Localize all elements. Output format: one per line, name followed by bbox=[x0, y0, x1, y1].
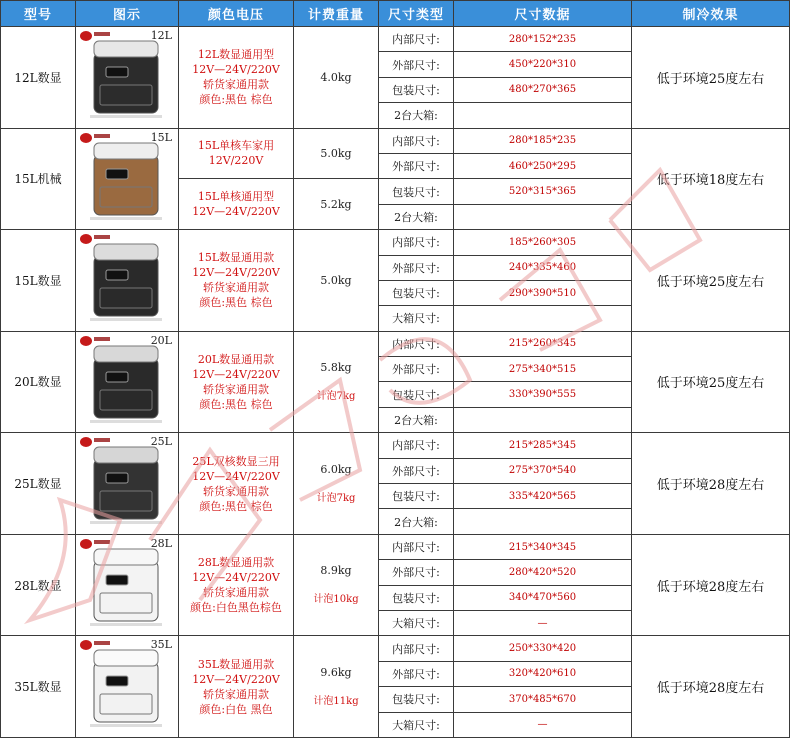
spec-line: 12V—24V/220V bbox=[192, 672, 280, 686]
cooling-effect: 低于环境25度左右 bbox=[632, 230, 790, 332]
size-value: 240*335*460 bbox=[454, 255, 632, 280]
size-value: 280*420*520 bbox=[454, 560, 632, 585]
color-voltage-cell bbox=[179, 636, 294, 738]
spec-line: 20L数显通用款 bbox=[197, 352, 275, 366]
spec-line: 35L数显通用款 bbox=[197, 657, 275, 671]
size-value: 275*340*515 bbox=[454, 357, 632, 382]
color-voltage-cell bbox=[179, 27, 294, 129]
capacity-label: 15L bbox=[150, 130, 172, 144]
spec-line: 28L数显通用款 bbox=[197, 556, 275, 570]
weight-cell bbox=[294, 331, 379, 433]
spec-line: 轿货家通用款 bbox=[203, 281, 269, 295]
size-value bbox=[454, 204, 632, 229]
brand-logo-text-icon bbox=[94, 235, 110, 239]
size-type-label: 包装尺寸: bbox=[379, 687, 454, 712]
model-cell: 20L数显 bbox=[1, 331, 76, 433]
spec-line: 15L单核通用型 bbox=[197, 190, 275, 204]
size-type-label: 大箱尺寸: bbox=[379, 712, 454, 737]
spec-line: 12V—24V/220V bbox=[192, 63, 280, 77]
table-row bbox=[1, 128, 790, 153]
size-type-label: 2台大箱: bbox=[379, 103, 454, 128]
size-value: — bbox=[454, 712, 632, 737]
size-value: 215*340*345 bbox=[454, 534, 632, 559]
spec-line: 12V—24V/220V bbox=[192, 205, 280, 219]
table-row bbox=[1, 534, 790, 559]
cooling-effect: 低于环境28度左右 bbox=[632, 636, 790, 738]
size-value: 280*152*235 bbox=[454, 27, 632, 52]
size-type-label: 内部尺寸: bbox=[379, 534, 454, 559]
size-value: — bbox=[454, 610, 632, 635]
spec-line: 颜色:白色黑色棕色 bbox=[190, 601, 282, 615]
spec-line: 颜色:黑色 棕色 bbox=[199, 93, 273, 107]
brand-logo-icon bbox=[80, 336, 92, 346]
weight-cell bbox=[294, 433, 379, 535]
weight-value: 5.2kg bbox=[320, 197, 352, 211]
size-value bbox=[454, 306, 632, 331]
size-type-label: 2台大箱: bbox=[379, 407, 454, 432]
size-type-label: 内部尺寸: bbox=[379, 128, 454, 153]
product-image bbox=[76, 27, 179, 129]
spec-line: 12V—24V/220V bbox=[192, 266, 280, 280]
product-image bbox=[76, 636, 179, 738]
spec-line: 颜色:黑色 棕色 bbox=[199, 499, 273, 513]
color-voltage-cell bbox=[179, 230, 294, 332]
header-model: 型号 bbox=[1, 1, 76, 27]
color-voltage-cell bbox=[179, 128, 294, 179]
size-type-label: 包装尺寸: bbox=[379, 280, 454, 305]
size-type-label: 包装尺寸: bbox=[379, 179, 454, 204]
model-cell: 15L数显 bbox=[1, 230, 76, 332]
size-value: 460*250*295 bbox=[454, 153, 632, 178]
size-value: 520*315*365 bbox=[454, 179, 632, 204]
model-cell: 28L数显 bbox=[1, 534, 76, 636]
header-cooling: 制冷效果 bbox=[632, 1, 790, 27]
size-type-label: 内部尺寸: bbox=[379, 230, 454, 255]
header-image: 图示 bbox=[76, 1, 179, 27]
spec-line: 颜色:白色 黑色 bbox=[199, 702, 273, 716]
bulk-weight-value: 计泡7kg bbox=[316, 390, 356, 402]
size-type-label: 外部尺寸: bbox=[379, 560, 454, 585]
model-cell: 25L数显 bbox=[1, 433, 76, 535]
spec-line: 颜色:黑色 棕色 bbox=[199, 397, 273, 411]
spec-line: 轿货家通用款 bbox=[203, 687, 269, 701]
table-row bbox=[1, 636, 790, 661]
size-value: 450*220*310 bbox=[454, 52, 632, 77]
spacer bbox=[294, 375, 378, 389]
product-image bbox=[76, 534, 179, 636]
size-type-label: 内部尺寸: bbox=[379, 636, 454, 661]
table-row bbox=[1, 27, 790, 52]
size-type-label: 外部尺寸: bbox=[379, 357, 454, 382]
color-voltage-cell bbox=[179, 433, 294, 535]
size-value: 280*185*235 bbox=[454, 128, 632, 153]
size-value: 335*420*565 bbox=[454, 484, 632, 509]
capacity-label: 35L bbox=[150, 638, 172, 652]
size-type-label: 大箱尺寸: bbox=[379, 610, 454, 635]
table-row bbox=[1, 433, 790, 458]
spec-line: 轿货家通用款 bbox=[203, 78, 269, 92]
cooling-effect: 低于环境25度左右 bbox=[632, 27, 790, 129]
brand-logo-text-icon bbox=[94, 134, 110, 138]
spec-line: 轿货家通用款 bbox=[203, 484, 269, 498]
size-value: 340*470*560 bbox=[454, 585, 632, 610]
spec-line: 12V/220V bbox=[208, 154, 264, 168]
size-type-label: 包装尺寸: bbox=[379, 77, 454, 102]
size-value: 275*370*540 bbox=[454, 458, 632, 483]
spec-line: 12V—24V/220V bbox=[192, 367, 280, 381]
weight-value: 8.9kg bbox=[320, 564, 352, 578]
weight-value: 5.8kg bbox=[320, 360, 352, 374]
size-type-label: 内部尺寸: bbox=[379, 27, 454, 52]
bulk-weight-value: 计泡11kg bbox=[313, 695, 359, 707]
weight-cell bbox=[294, 27, 379, 129]
spec-line: 15L数显通用款 bbox=[197, 251, 275, 265]
size-type-label: 包装尺寸: bbox=[379, 484, 454, 509]
cooler-illustration bbox=[76, 230, 176, 328]
size-type-label: 2台大箱: bbox=[379, 509, 454, 534]
header-size-data: 尺寸数据 bbox=[454, 1, 632, 27]
size-value: 330*390*555 bbox=[454, 382, 632, 407]
model-cell: 15L机械 bbox=[1, 128, 76, 230]
size-value: 480*270*365 bbox=[454, 77, 632, 102]
spacer bbox=[294, 680, 378, 694]
brand-logo-text-icon bbox=[94, 438, 110, 442]
size-type-label: 内部尺寸: bbox=[379, 433, 454, 458]
product-image bbox=[76, 230, 179, 332]
size-value: 290*390*510 bbox=[454, 280, 632, 305]
color-voltage-cell bbox=[179, 534, 294, 636]
size-value bbox=[454, 407, 632, 432]
brand-logo-text-icon bbox=[94, 641, 110, 645]
brand-logo-text-icon bbox=[94, 337, 110, 341]
capacity-label: 20L bbox=[150, 333, 172, 347]
size-value: 370*485*670 bbox=[454, 687, 632, 712]
size-type-label: 内部尺寸: bbox=[379, 331, 454, 356]
model-cell: 35L数显 bbox=[1, 636, 76, 738]
spec-line: 12L数显通用型 bbox=[197, 48, 275, 62]
size-value: 250*330*420 bbox=[454, 636, 632, 661]
brand-logo-icon bbox=[80, 539, 92, 549]
weight-value: 9.6kg bbox=[320, 665, 352, 679]
bulk-weight-value: 计泡7kg bbox=[316, 492, 356, 504]
size-type-label: 外部尺寸: bbox=[379, 153, 454, 178]
weight-cell bbox=[294, 179, 379, 230]
size-value bbox=[454, 509, 632, 534]
spacer bbox=[294, 578, 378, 592]
color-voltage-cell bbox=[179, 331, 294, 433]
cooling-effect: 低于环境25度左右 bbox=[632, 331, 790, 433]
brand-logo-icon bbox=[80, 31, 92, 41]
weight-value: 5.0kg bbox=[320, 273, 352, 287]
weight-cell bbox=[294, 230, 379, 332]
header-row bbox=[1, 1, 790, 27]
color-voltage-cell bbox=[179, 179, 294, 230]
header-size-type: 尺寸类型 bbox=[379, 1, 454, 27]
spec-line: 15L单核车家用 bbox=[197, 139, 275, 153]
table-row bbox=[1, 331, 790, 356]
size-value: 320*420*610 bbox=[454, 661, 632, 686]
product-image bbox=[76, 331, 179, 433]
weight-value: 5.0kg bbox=[320, 146, 352, 160]
capacity-label: 25L bbox=[150, 435, 172, 449]
product-image bbox=[76, 433, 179, 535]
spec-line: 颜色:黑色 棕色 bbox=[199, 296, 273, 310]
capacity-label: 12L bbox=[150, 29, 172, 42]
spec-line: 12V—24V/220V bbox=[192, 571, 280, 585]
cooling-effect: 低于环境28度左右 bbox=[632, 534, 790, 636]
size-type-label: 包装尺寸: bbox=[379, 382, 454, 407]
header-color-voltage: 颜色电压 bbox=[179, 1, 294, 27]
brand-logo-icon bbox=[80, 133, 92, 143]
size-type-label: 2台大箱: bbox=[379, 204, 454, 229]
spec-line: 25L双核数显三用 bbox=[192, 454, 280, 468]
spec-line: 轿货家通用款 bbox=[203, 382, 269, 396]
size-value: 215*285*345 bbox=[454, 433, 632, 458]
size-type-label: 外部尺寸: bbox=[379, 661, 454, 686]
weight-cell bbox=[294, 636, 379, 738]
brand-logo-text-icon bbox=[94, 540, 110, 544]
size-value: 185*260*305 bbox=[454, 230, 632, 255]
table-row bbox=[1, 230, 790, 255]
model-cell: 12L数显 bbox=[1, 27, 76, 129]
bulk-weight-value: 计泡10kg bbox=[313, 594, 359, 606]
size-type-label: 包装尺寸: bbox=[379, 585, 454, 610]
size-value: 215*260*345 bbox=[454, 331, 632, 356]
size-type-label: 外部尺寸: bbox=[379, 255, 454, 280]
product-image bbox=[76, 128, 179, 230]
size-type-label: 大箱尺寸: bbox=[379, 306, 454, 331]
cooling-effect: 低于环境28度左右 bbox=[632, 433, 790, 535]
brand-logo-text-icon bbox=[94, 32, 110, 36]
spacer bbox=[294, 477, 378, 491]
size-value bbox=[454, 103, 632, 128]
weight-cell bbox=[294, 534, 379, 636]
capacity-label: 28L bbox=[150, 536, 172, 550]
size-type-label: 外部尺寸: bbox=[379, 458, 454, 483]
spec-line: 轿货家通用款 bbox=[203, 586, 269, 600]
header-weight: 计费重量 bbox=[294, 1, 379, 27]
spec-line: 12V—24V/220V bbox=[192, 469, 280, 483]
size-type-label: 外部尺寸: bbox=[379, 52, 454, 77]
weight-value: 6.0kg bbox=[320, 462, 352, 476]
cooling-effect: 低于环境18度左右 bbox=[632, 128, 790, 230]
weight-cell bbox=[294, 128, 379, 179]
weight-value: 4.0kg bbox=[320, 70, 352, 84]
